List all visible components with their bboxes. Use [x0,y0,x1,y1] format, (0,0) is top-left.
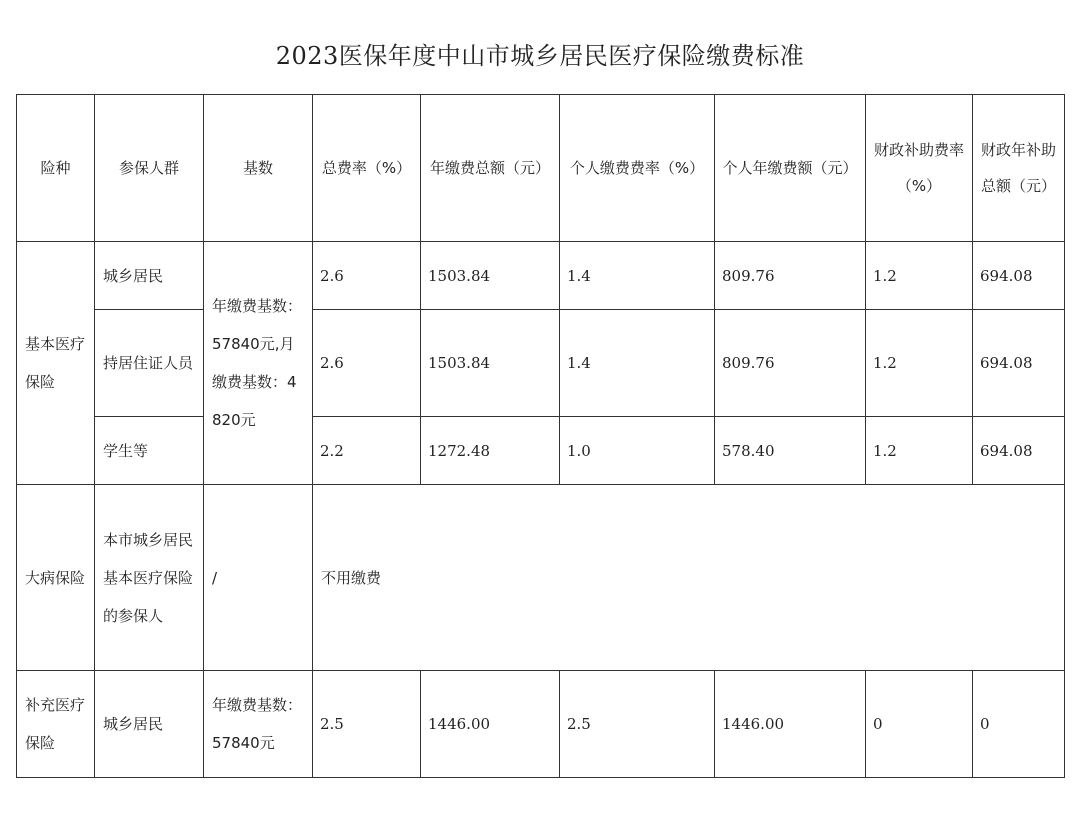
personal-rate-cell: 2.5 [560,671,715,778]
subsidy-total-cell: 694.08 [973,310,1065,417]
basic-group-cell: 持居住证人员 [95,310,204,417]
personal-amount-cell: 809.76 [715,242,866,310]
contribution-table [16,94,1065,778]
personal-rate-cell: 1.4 [560,242,715,310]
header-personal-rate: 个人缴费费率（%） [560,95,715,242]
page-title: 2023医保年度中山市城乡居民医疗保险缴费标准 [275,42,805,70]
personal-amount-cell: 1446.00 [715,671,866,778]
personal-amount-cell: 578.40 [715,417,866,485]
header-group: 参保人群 [95,95,204,242]
header-base: 基数 [204,95,313,242]
personal-amount-cell: 809.76 [715,310,866,417]
subsidy-rate-cell: 1.2 [866,242,973,310]
total-rate-cell: 2.5 [313,671,421,778]
total-rate-cell: 2.6 [313,310,421,417]
total-rate-cell: 2.2 [313,417,421,485]
subsidy-rate-cell: 0 [866,671,973,778]
header-subsidy-total: 财政年补助总额（元） [973,95,1065,242]
critical-group-cell: 本市城乡居民基本医疗保险的参保人 [95,485,204,671]
annual-total-cell: 1446.00 [421,671,560,778]
header-type: 险种 [17,95,95,242]
basic-group-cell: 城乡居民 [95,242,204,310]
supplementary-group-cell: 城乡居民 [95,671,204,778]
personal-rate-cell: 1.0 [560,417,715,485]
basic-group-cell: 学生等 [95,417,204,485]
critical-base-cell: / [204,485,313,671]
critical-note-cell: 不用缴费 [313,485,1065,671]
table-row [17,485,1065,671]
subsidy-rate-cell: 1.2 [866,417,973,485]
header-subsidy-rate: 财政补助费率（%） [866,95,973,242]
basic-base-cell: 年缴费基数：57840元,月缴费基数：4820元 [204,242,313,485]
header-annual-total: 年缴费总额（元） [421,95,560,242]
table-row [17,671,1065,778]
table-row [17,417,1065,485]
annual-total-cell: 1503.84 [421,310,560,417]
basic-type-cell: 基本医疗保险 [17,242,95,485]
total-rate-cell: 2.6 [313,242,421,310]
subsidy-total-cell: 694.08 [973,242,1065,310]
table-row [17,242,1065,310]
header-row [17,95,1065,242]
supplementary-base-cell: 年缴费基数：57840元 [204,671,313,778]
table-row [17,310,1065,417]
personal-rate-cell: 1.4 [560,310,715,417]
subsidy-rate-cell: 1.2 [866,310,973,417]
annual-total-cell: 1272.48 [421,417,560,485]
critical-type-cell: 大病保险 [17,485,95,671]
annual-total-cell: 1503.84 [421,242,560,310]
subsidy-total-cell: 694.08 [973,417,1065,485]
header-total-rate: 总费率（%） [313,95,421,242]
subsidy-total-cell: 0 [973,671,1065,778]
header-personal-amount: 个人年缴费额（元） [715,95,866,242]
supplementary-type-cell: 补充医疗保险 [17,671,95,778]
